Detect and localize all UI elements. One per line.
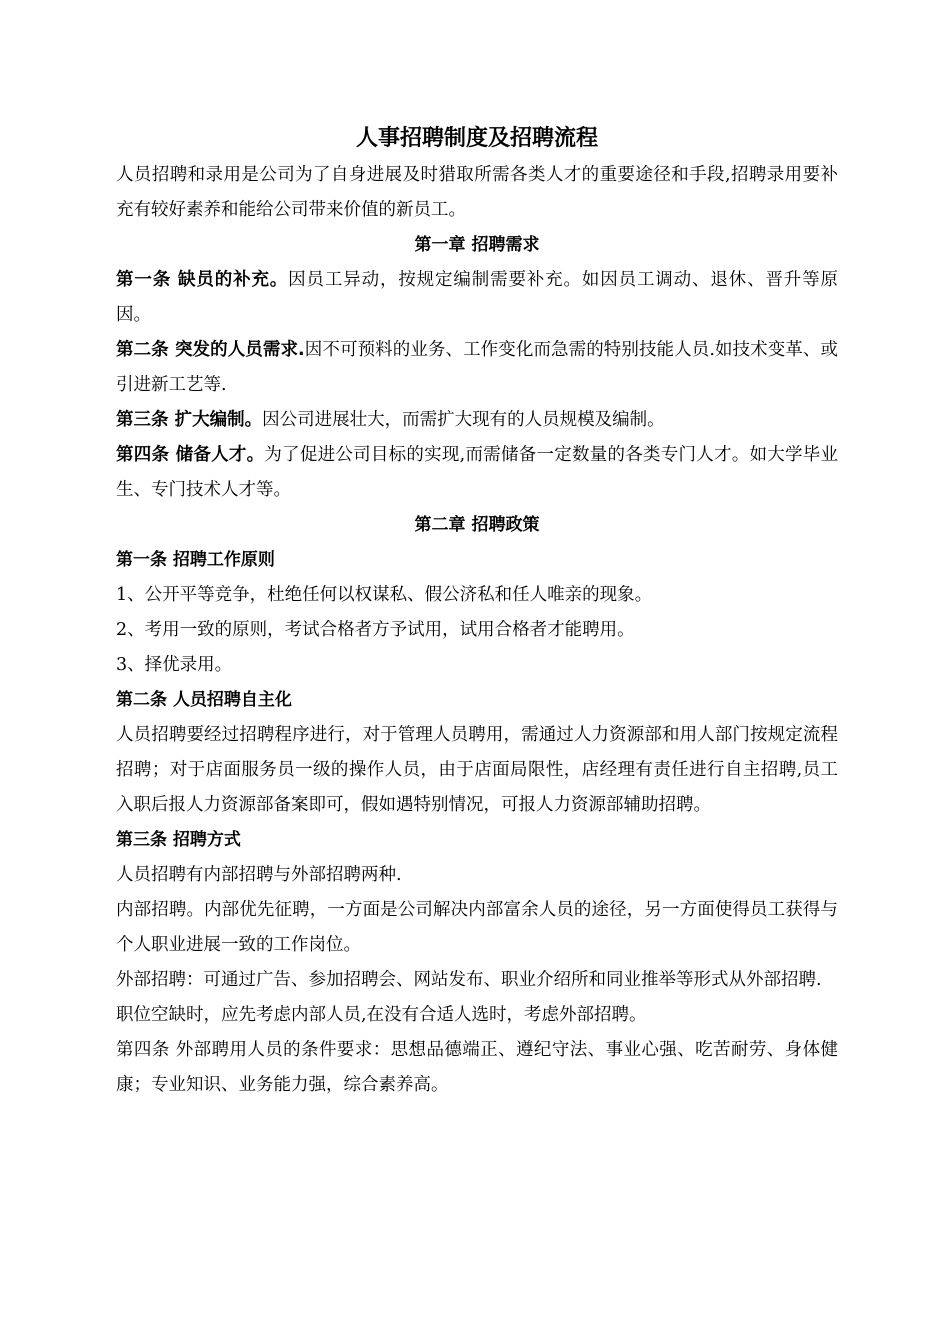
principle-item: 1、公开平等竞争，杜绝任何以权谋私、假公济私和任人唯亲的现象。	[116, 585, 653, 605]
recruitment-method-paragraph: 外部招聘：可通过广告、参加招聘会、网站发布、职业介绍所和同业推举等形式从外部招聘.	[116, 970, 822, 990]
chapter-2-article-2-heading: 第二条 人员招聘自主化	[116, 690, 292, 710]
article-heading: 第四条 储备人才。	[116, 445, 265, 465]
article-heading: 第三条 扩大编制。	[116, 410, 263, 430]
principle-item: 3、择优录用。	[116, 655, 233, 675]
intro-paragraph: 人员招聘和录用是公司为了自身进展及时猎取所需各类人才的重要途径和手段,招聘录用要补充有较好素养和能给公司带来价值的新员工。	[116, 165, 838, 220]
article-text: 因员工异动，按规定编制需要补充。如因员工调动、退休、晋升等原因。	[116, 270, 839, 325]
chapter-2-article-2-text: 人员招聘要经过招聘程序进行，对于管理人员聘用，需通过人力资源部和用人部门按规定流程招聘；对于店面服务员一级的操作人员，由于店面局限性，店经理有责任进行自主招聘,员工入职后报人力资源部备案即可，假如遇特别情况，可报人力资源部辅助招聘。	[116, 725, 838, 815]
recruitment-method-paragraph: 内部招聘。内部优先征聘，一方面是公司解决内部富余人员的途径，另一方面使得员工获得与个人职业进展一致的工作岗位。	[116, 900, 838, 955]
chapter-2-article-1-heading: 第一条 招聘工作原则	[116, 550, 275, 570]
chapter-1-article-3	[116, 403, 838, 438]
recruitment-method-paragraph: 职位空缺时，应先考虑内部人员,在没有合适人选时，考虑外部招聘。	[116, 1005, 647, 1025]
chapter-2-title: 第二章 招聘政策	[414, 515, 540, 535]
article-text: 为了促进公司目标的实现,而需储备一定数量的各类专门人才。如大学毕业生、专门技术人才等。	[116, 445, 839, 500]
chapter-1-article-2	[116, 333, 838, 403]
recruitment-method-paragraph: 第四条 外部聘用人员的条件要求：思想品德端正、遵纪守法、事业心强、吃苦耐劳、身体健康；专业知识、业务能力强，综合素养高。	[116, 1040, 838, 1095]
chapter-1-title: 第一章 招聘需求	[414, 235, 540, 255]
principle-item: 2、考用一致的原则，考试合格者方予试用，试用合格者才能聘用。	[116, 620, 635, 640]
article-heading: 第二条 突发的人员需求.	[116, 340, 305, 360]
recruitment-method-paragraph: 人员招聘有内部招聘与外部招聘两种.	[116, 865, 402, 885]
chapter-2-article-3-heading: 第三条 招聘方式	[116, 830, 241, 850]
chapter-1-article-1	[116, 263, 838, 333]
chapter-1-article-4	[116, 438, 838, 508]
article-text: 因公司进展壮大，而需扩大现有的人员规模及编制。	[262, 410, 665, 430]
document-body	[116, 120, 838, 1103]
article-text: 因不可预料的业务、工作变化而急需的特别技能人员.如技术变革、或引进新工艺等.	[116, 340, 839, 395]
article-heading: 第一条 缺员的补充。	[116, 270, 289, 290]
document-title: 人事招聘制度及招聘流程	[355, 126, 598, 151]
